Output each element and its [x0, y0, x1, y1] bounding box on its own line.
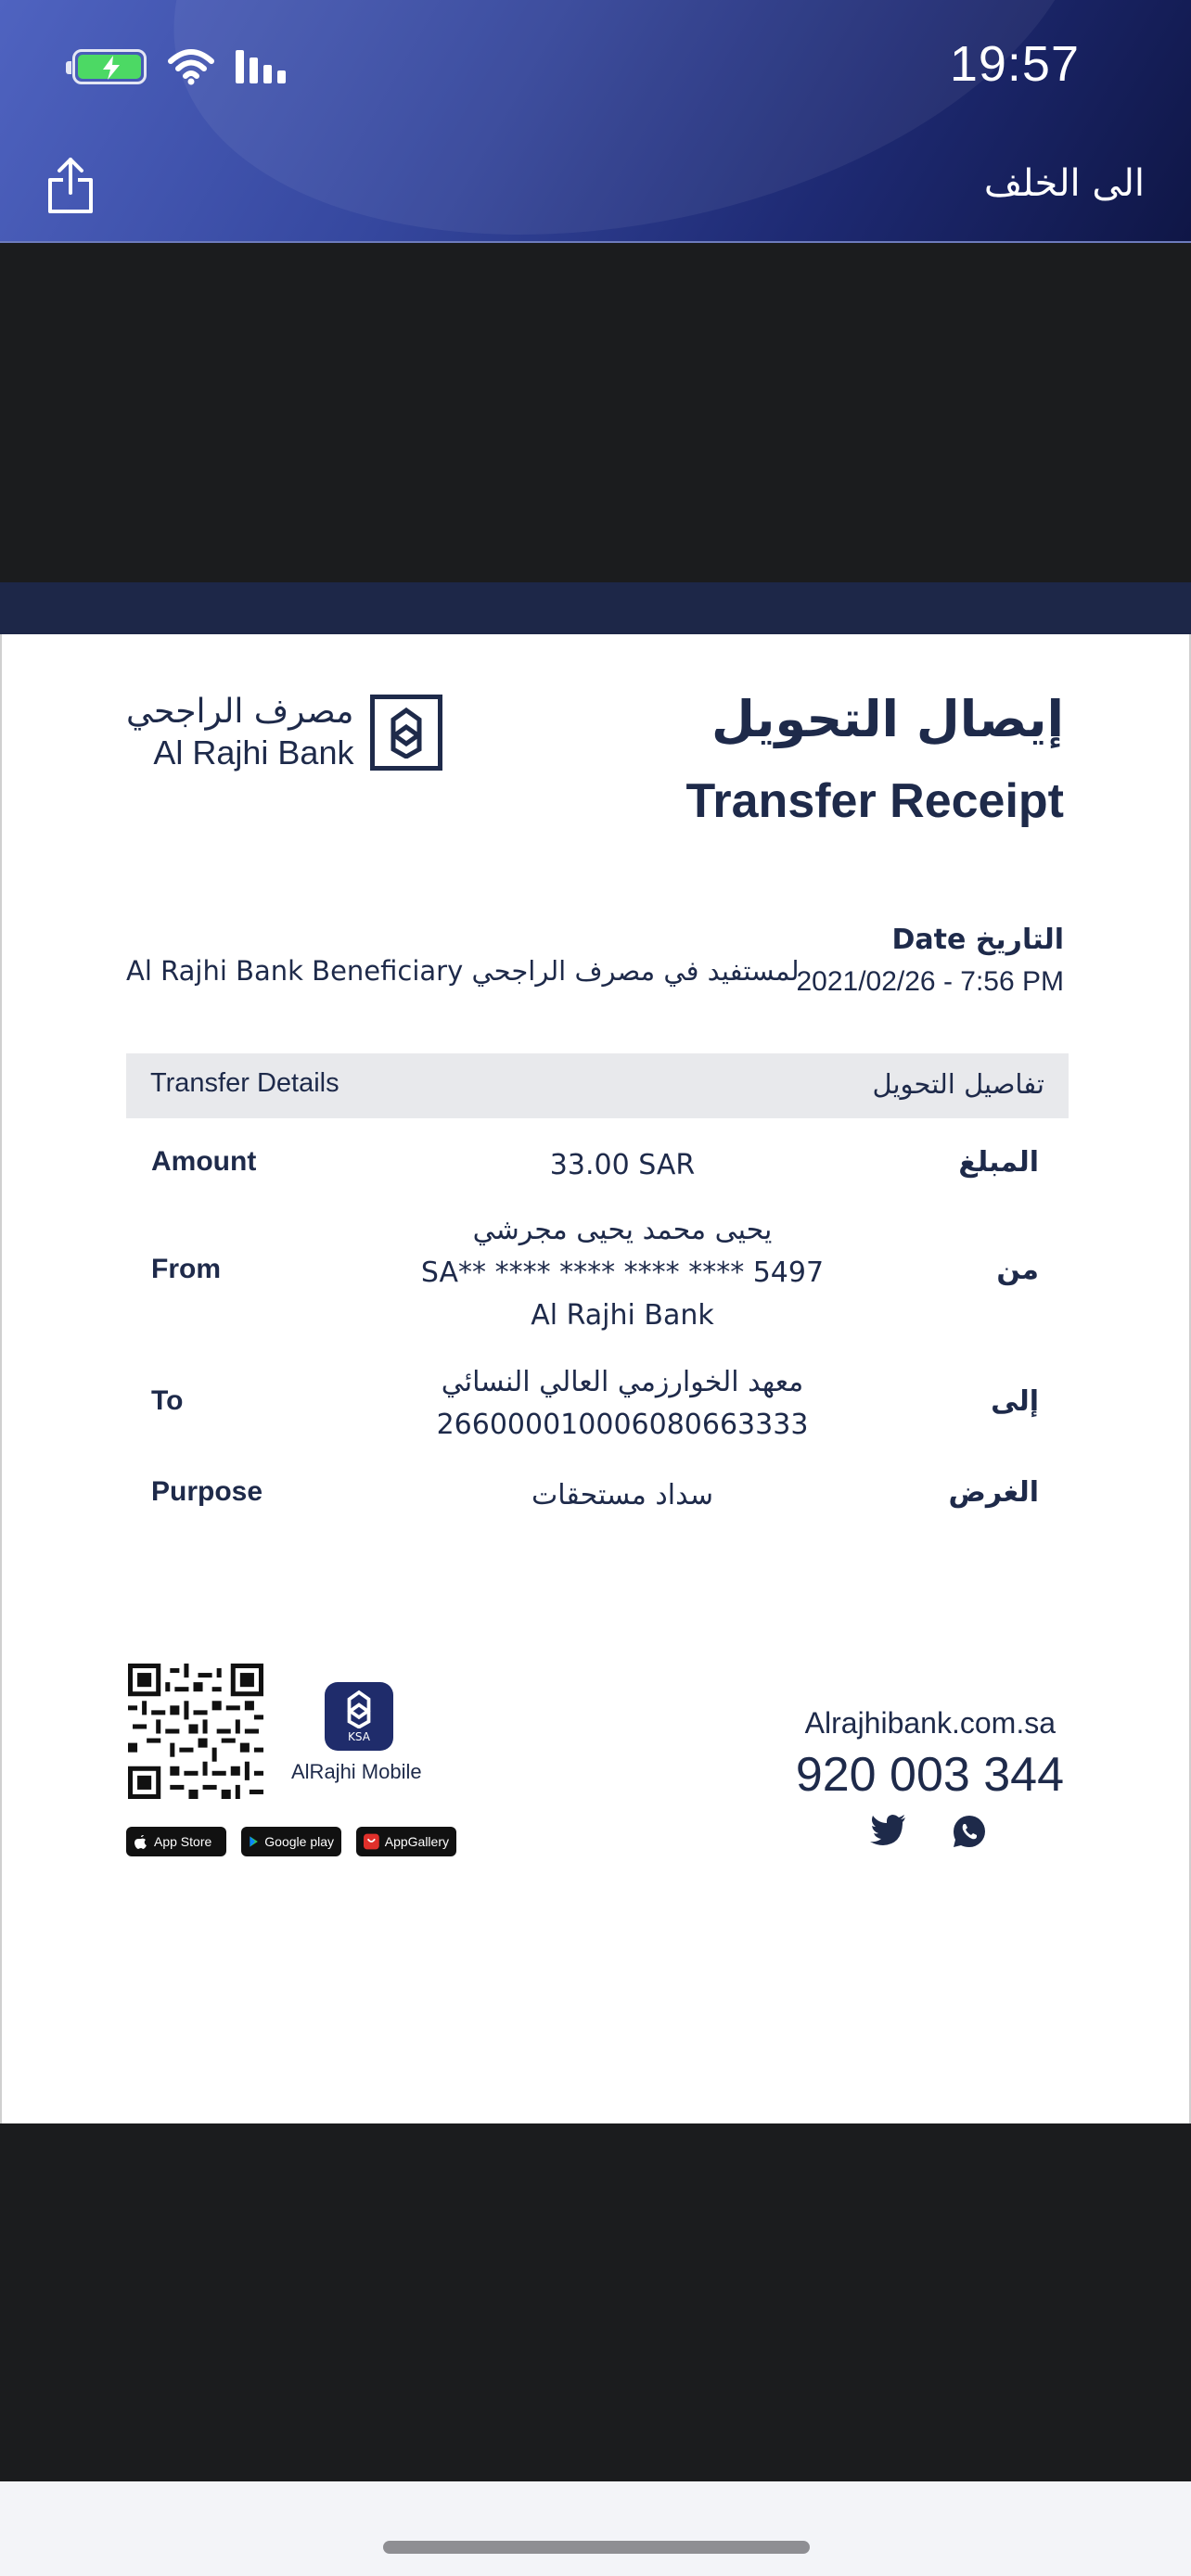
bank-emblem-icon: [370, 695, 442, 771]
details-header-ar: تفاصيل التحويل: [872, 1068, 1044, 1100]
from-label-en: From: [151, 1254, 221, 1284]
google-play-badge[interactable]: Google play: [241, 1827, 341, 1856]
transfer-receipt-document: [0, 634, 1191, 2123]
bank-website-link[interactable]: Alrajhibank.com.sa: [804, 1706, 1056, 1740]
date-label: Date التاريخ: [891, 924, 1064, 956]
logo-name-en: Al Rajhi Bank: [153, 733, 354, 772]
receipt-title-ar: إيصال التحويل: [711, 690, 1064, 748]
details-header-en: Transfer Details: [150, 1068, 339, 1098]
store-badges: [126, 1827, 456, 1856]
date-value: 2021/02/26 - 7:56 PM: [796, 966, 1064, 997]
apple-icon: [134, 1833, 148, 1850]
status-time: 19:57: [949, 36, 1080, 92]
to-account: 266000010006080663333: [436, 1409, 809, 1441]
from-name: يحيى محمد يحيى مجرشي: [472, 1214, 773, 1246]
bank-phone-number[interactable]: 920 003 344: [795, 1748, 1064, 1802]
logo-name-ar: مصرف الراجحي: [126, 693, 354, 731]
purpose-label-ar: الغرض: [948, 1476, 1039, 1509]
whatsapp-icon[interactable]: [952, 1814, 987, 1849]
to-name: معهد الخوارزمي العالي النسائي: [441, 1366, 804, 1398]
app-header: [0, 0, 1191, 243]
share-button[interactable]: [45, 156, 96, 215]
home-indicator[interactable]: [383, 2541, 810, 2554]
wifi-icon: [167, 48, 215, 85]
social-links: [870, 1814, 987, 1849]
qr-code-icon: [128, 1664, 263, 1799]
status-icons: [72, 48, 286, 85]
alrajhi-mobile-app-icon[interactable]: [325, 1682, 393, 1751]
from-bank: Al Rajhi Bank: [531, 1299, 714, 1332]
document-top-band: [0, 582, 1191, 634]
twitter-icon[interactable]: [870, 1814, 907, 1845]
to-label-ar: إلى: [991, 1385, 1039, 1418]
app-name: AlRajhi Mobile: [291, 1760, 422, 1783]
to-label-en: To: [151, 1385, 184, 1416]
al-rajhi-logo: [126, 692, 442, 773]
from-iban: SA** **** **** **** **** 5497: [420, 1256, 825, 1289]
purpose-label-en: Purpose: [151, 1476, 263, 1507]
app-store-badge[interactable]: App Store: [126, 1827, 226, 1856]
appgallery-badge[interactable]: AppGallery: [356, 1827, 456, 1856]
purpose-value: سداد مستحقات: [531, 1479, 713, 1511]
back-button[interactable]: الى الخلف: [983, 162, 1145, 205]
cellular-signal-icon: [236, 50, 286, 83]
app-badge-label: KSA: [348, 1730, 370, 1743]
beneficiary-type: Al Rajhi Bank Beneficiary لمستفيد في مصرف الراجحي: [126, 955, 800, 987]
amount-value: 33.00 SAR: [549, 1149, 696, 1181]
battery-icon: [72, 49, 147, 84]
home-indicator-area: [0, 2481, 1191, 2576]
google-play-icon: [249, 1833, 259, 1850]
receipt-title-en: Transfer Receipt: [685, 774, 1064, 828]
from-label-ar: من: [996, 1254, 1039, 1286]
share-icon: [45, 156, 96, 215]
amount-label-en: Amount: [151, 1146, 257, 1177]
transfer-details-header: [126, 1053, 1069, 1118]
amount-label-ar: المبلغ: [958, 1146, 1039, 1179]
appgallery-icon: [364, 1833, 379, 1850]
